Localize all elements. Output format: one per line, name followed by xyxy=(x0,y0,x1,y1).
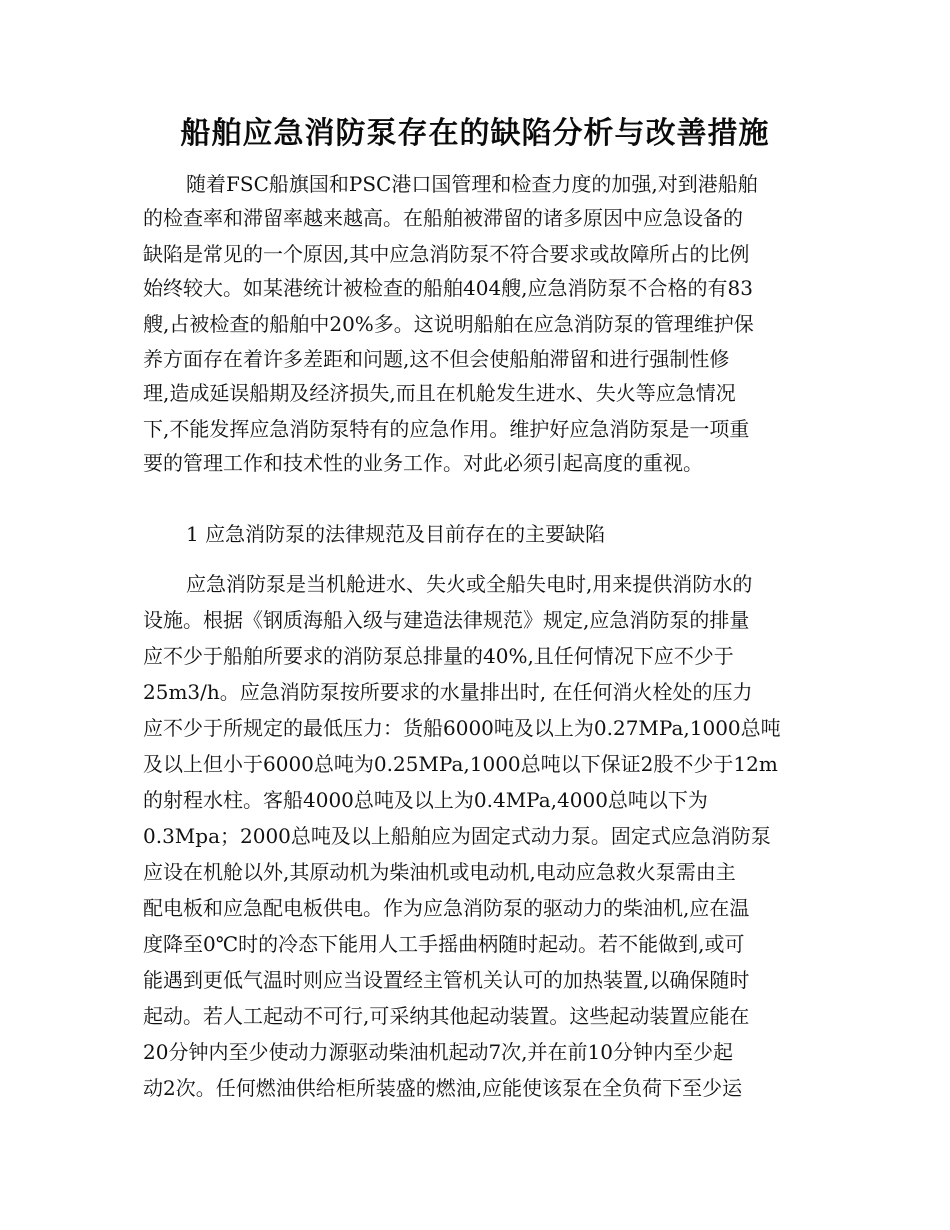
paragraph-line: 起动。若人工起动不可行,可采纳其他起动装置。这些起动装置应能在 xyxy=(143,1004,750,1028)
paragraph-line: 养方面存在着许多差距和问题,这不但会使船舶滞留和进行强制性修 xyxy=(143,347,730,371)
paragraph-line: 缺陷是常见的一个原因,其中应急消防泵不符合要求或故障所占的比例 xyxy=(143,242,750,266)
paragraph-line: 能遇到更低气温时则应当设置经主管机关认可的加热装置,以确保随时 xyxy=(143,968,750,992)
paragraph-line: 始终较大。如某港统计被检查的船舶404艘,应急消防泵不合格的有83 xyxy=(143,276,753,300)
paragraph-line: 理,造成延误船期及经济损失,而且在机舱发生进水、失火等应急情况 xyxy=(143,381,736,405)
paragraph-line: 艘,占被检查的船舶中20%多。这说明船舶在应急消防泵的管理维护保 xyxy=(143,312,754,336)
paragraph-line: 及以上但小于6000总吨为0.25MPa,1000总吨以下保证2股不少于12m xyxy=(143,752,778,776)
paragraph-line: 应不少于所规定的最低压力：货船6000吨及以上为0.27MPa,1000总吨 xyxy=(143,716,781,740)
paragraph-line: 动2次。任何燃油供给柜所装盛的燃油,应能使该泵在全负荷下至少运 xyxy=(143,1076,743,1100)
paragraph-line: 配电板和应急配电板供电。作为应急消防泵的驱动力的柴油机,应在温 xyxy=(143,896,750,920)
paragraph-line: 应设在机舱以外,其原动机为柴油机或电动机,电动应急救火泵需由主 xyxy=(143,860,736,884)
paragraph-line: 应急消防泵是当机舱进水、失火或全船失电时,用来提供消防水的 xyxy=(186,572,753,596)
paragraph-line: 设施。根据《钢质海船入级与建造法律规范》规定,应急消防泵的排量 xyxy=(143,608,750,632)
section-heading: 1 应急消防泵的法律规范及目前存在的主要缺陷 xyxy=(186,522,606,546)
paragraph-line: 下,不能发挥应急消防泵特有的应急作用。维护好应急消防泵是一项重 xyxy=(143,417,750,441)
paragraph-line: 应不少于船舶所要求的消防泵总排量的40%,且任何情况下应不少于 xyxy=(143,644,734,668)
paragraph-line: 随着FSC船旗国和PSC港口国管理和检查力度的加强,对到港船舶 xyxy=(186,172,758,196)
paragraph-line: 的检查率和滞留率越来越高。在船舶被滞留的诸多原因中应急设备的 xyxy=(143,206,743,230)
paragraph-line: 0.3Mpa；2000总吨及以上船舶应为固定式动力泵。固定式应急消防泵 xyxy=(143,824,771,848)
paragraph-line: 25m3/h。应急消防泵按所要求的水量排出时, 在任何消火栓处的压力 xyxy=(143,680,753,704)
document-title: 船舶应急消防泵存在的缺陷分析与改善措施 xyxy=(180,116,770,151)
paragraph-line: 度降至0℃时的冷态下能用人工手摇曲柄随时起动。若不能做到,或可 xyxy=(143,932,745,956)
paragraph-line: 要的管理工作和技术性的业务工作。对此必须引起高度的重视。 xyxy=(143,451,703,475)
paragraph-line: 的射程水柱。客船4000总吨及以上为0.4MPa,4000总吨以下为 xyxy=(143,788,708,812)
paragraph-line: 20分钟内至少使动力源驱动柴油机起动7次,并在前10分钟内至少起 xyxy=(143,1040,733,1064)
